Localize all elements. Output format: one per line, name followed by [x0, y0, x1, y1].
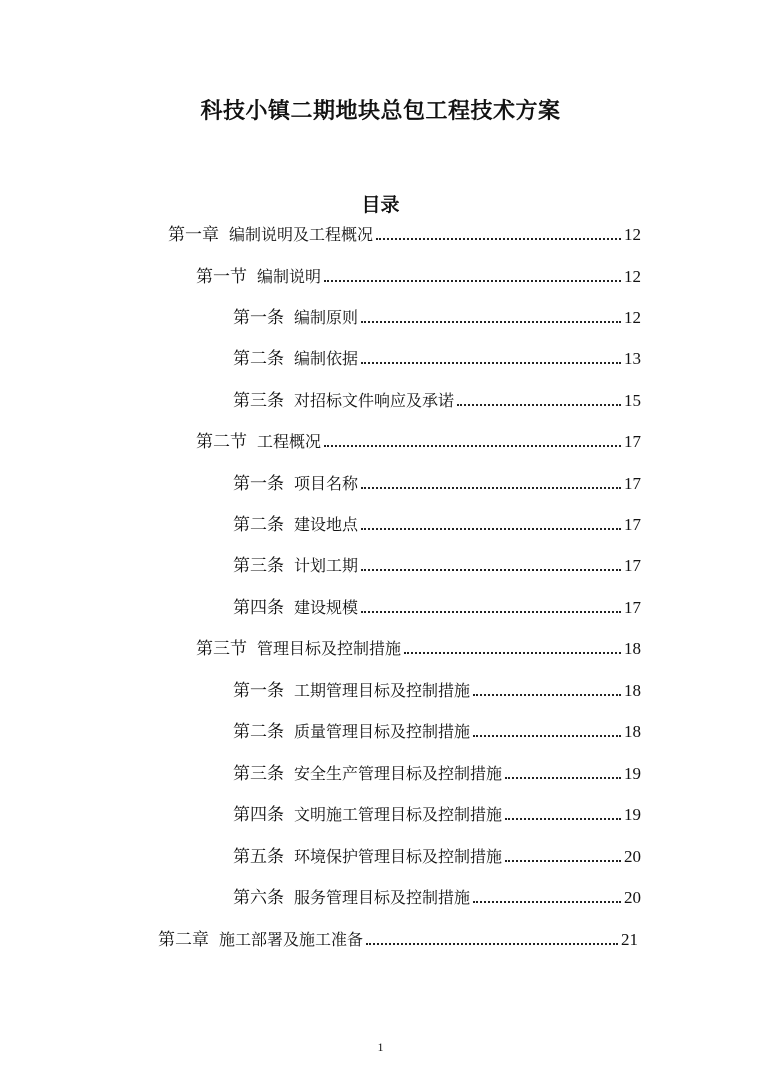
toc-entry-page: 12 — [624, 308, 641, 327]
toc-entry-title: 编制依据 — [294, 349, 359, 368]
toc-entry-number: 第一条 — [233, 308, 284, 327]
toc-entry-article[interactable] — [233, 551, 641, 575]
toc-entry-title: 工程概况 — [257, 432, 322, 451]
toc-entry-number: 第三条 — [233, 764, 284, 783]
toc-entry-title: 编制原则 — [294, 308, 359, 327]
toc-entry-page: 17 — [624, 474, 641, 493]
toc-entry-title: 工期管理目标及控制措施 — [294, 681, 471, 700]
toc-dot-leader — [473, 735, 621, 737]
toc-entry-title: 质量管理目标及控制措施 — [294, 722, 471, 741]
toc-dot-leader — [505, 777, 621, 779]
toc-dot-leader — [361, 362, 621, 364]
toc-entry-section[interactable] — [196, 262, 641, 286]
toc-dot-leader — [324, 445, 621, 447]
toc-entry-title: 建设地点 — [294, 515, 359, 534]
toc-entry-number: 第三条 — [233, 556, 284, 575]
toc-entry-number: 第二节 — [196, 432, 247, 451]
toc-entry-page: 13 — [624, 349, 641, 368]
toc-entry-page: 20 — [624, 888, 641, 907]
toc-entry-number: 第四条 — [233, 805, 284, 824]
toc-entry-article[interactable] — [233, 676, 641, 700]
toc-entry-article[interactable] — [233, 759, 641, 783]
toc-dot-leader — [361, 611, 621, 613]
toc-entry-title: 建设规模 — [294, 598, 359, 617]
toc-entry-number: 第三节 — [196, 639, 247, 658]
toc-entry-article[interactable] — [233, 386, 641, 410]
toc-entry-page: 20 — [624, 847, 641, 866]
toc-dot-leader — [376, 238, 621, 240]
toc-entry-title: 服务管理目标及控制措施 — [294, 888, 471, 907]
toc-entry-number: 第二条 — [233, 722, 284, 741]
page-number: 1 — [377, 1040, 384, 1054]
toc-entry-title: 项目名称 — [294, 474, 359, 493]
toc-entry-section[interactable] — [196, 634, 641, 658]
toc-entry-article[interactable] — [233, 842, 641, 866]
toc-entry-page: 17 — [624, 598, 641, 617]
toc-entry-number: 第一条 — [233, 474, 284, 493]
toc-dot-leader — [361, 528, 621, 530]
toc-entry-number: 第一条 — [233, 681, 284, 700]
toc-entry-page: 17 — [624, 515, 641, 534]
toc-entry-title: 安全生产管理目标及控制措施 — [294, 764, 503, 783]
toc-dot-leader — [473, 694, 621, 696]
toc-entry-page: 19 — [624, 805, 641, 824]
toc-entry-number: 第一节 — [196, 267, 247, 286]
toc-entry-number: 第三条 — [233, 391, 284, 410]
toc-entry-section[interactable] — [196, 427, 641, 451]
toc-dot-leader — [404, 652, 621, 654]
toc-dot-leader — [324, 280, 621, 282]
toc-entry-number: 第五条 — [233, 847, 284, 866]
toc-entry-page: 21 — [621, 930, 638, 949]
toc-entry-article[interactable] — [233, 717, 641, 741]
toc-entry-page: 12 — [624, 225, 641, 244]
toc-entry-page: 19 — [624, 764, 641, 783]
toc-heading: 目录 — [361, 194, 400, 216]
toc-entry-article[interactable] — [233, 510, 641, 534]
toc-entry-title: 编制说明 — [257, 267, 322, 286]
toc-entry-chapter[interactable] — [168, 220, 641, 244]
toc-dot-leader — [473, 901, 621, 903]
toc-dot-leader — [361, 487, 621, 489]
toc-entry-title: 文明施工管理目标及控制措施 — [294, 805, 503, 824]
toc-entry-title: 管理目标及控制措施 — [257, 639, 402, 658]
toc-entry-title: 计划工期 — [294, 556, 359, 575]
toc-entry-article[interactable] — [233, 344, 641, 368]
toc-entry-title: 编制说明及工程概况 — [229, 225, 374, 244]
toc-entry-page: 17 — [624, 556, 641, 575]
toc-entry-number: 第二章 — [158, 930, 209, 949]
toc-dot-leader — [366, 943, 618, 945]
toc-entry-chapter[interactable] — [158, 925, 638, 949]
toc-entry-page: 12 — [624, 267, 641, 286]
toc-dot-leader — [361, 569, 621, 571]
toc-entry-article[interactable] — [233, 593, 641, 617]
toc-entry-page: 15 — [624, 391, 641, 410]
toc-entry-page: 18 — [624, 722, 641, 741]
document-title: 科技小镇二期地块总包工程技术方案 — [200, 99, 561, 124]
toc-entry-page: 18 — [624, 681, 641, 700]
toc-entry-number: 第二条 — [233, 515, 284, 534]
toc-dot-leader — [505, 818, 621, 820]
toc-entry-number: 第六条 — [233, 888, 284, 907]
toc-entry-article[interactable] — [233, 800, 641, 824]
toc-entry-title: 对招标文件响应及承诺 — [294, 391, 455, 410]
toc-dot-leader — [457, 404, 621, 406]
toc-entry-page: 18 — [624, 639, 641, 658]
toc-entry-number: 第四条 — [233, 598, 284, 617]
toc-entry-page: 17 — [624, 432, 641, 451]
toc-dot-leader — [361, 321, 621, 323]
toc-entry-article[interactable] — [233, 883, 641, 907]
toc-entry-title: 环境保护管理目标及控制措施 — [294, 847, 503, 866]
toc-entry-article[interactable] — [233, 469, 641, 493]
toc-entry-number: 第一章 — [168, 225, 219, 244]
toc-entry-number: 第二条 — [233, 349, 284, 368]
toc-dot-leader — [505, 860, 621, 862]
toc-entry-title: 施工部署及施工准备 — [219, 930, 364, 949]
toc-entry-article[interactable] — [233, 303, 641, 327]
